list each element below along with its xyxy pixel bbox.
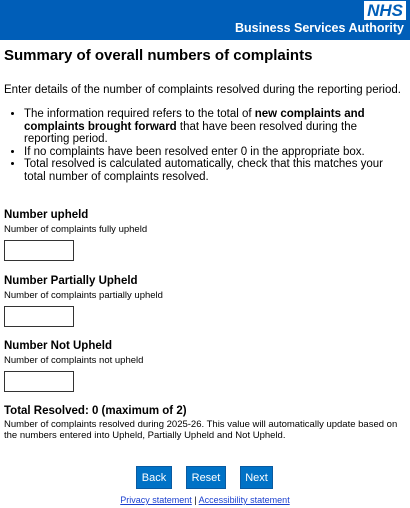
privacy-statement-link[interactable]: Privacy statement — [120, 495, 192, 505]
instruction-item: • If no complaints have been resolved enter 0 in the appropriate box. — [24, 146, 404, 159]
accessibility-statement-link[interactable]: Accessibility statement — [198, 495, 290, 505]
instruction-text: The information required refers to the total of — [24, 108, 255, 120]
total-resolved-label: Total Resolved: 0 (maximum of 2) — [4, 405, 187, 417]
upheld-label: Number upheld — [4, 209, 89, 221]
total-resolved-hint: Number of complaints resolved during 2025-26. This value will automatically update based on the numbers entered into Upheld, Partially Upheld and Not Upheld. — [4, 419, 398, 441]
footer-separator: | — [191, 495, 199, 505]
back-button[interactable]: Back — [136, 466, 172, 489]
instruction-emphasis: new complaints and complaints brought forward — [24, 108, 365, 133]
not-upheld-input[interactable] — [4, 371, 74, 392]
instructions-list — [4, 108, 404, 183]
upheld-hint: Number of complaints fully upheld — [4, 224, 148, 235]
not-upheld-label: Number Not Upheld — [4, 340, 112, 352]
partially-upheld-label: Number Partially Upheld — [4, 275, 138, 287]
instruction-text: that have been resolved during the reporting period. — [24, 120, 357, 145]
nhs-logo: NHS — [364, 1, 406, 20]
instruction-item: • Total resolved is calculated automatically, check that this matches your total number of complaints resolved. — [24, 158, 404, 183]
intro-text: Enter details of the number of complaints resolved during the reporting period. — [4, 84, 401, 96]
header-banner — [0, 0, 410, 40]
upheld-input[interactable] — [4, 240, 74, 261]
partially-upheld-hint: Number of complaints partially upheld — [4, 290, 163, 301]
partially-upheld-input[interactable] — [4, 306, 74, 327]
footer-links — [0, 495, 410, 505]
instruction-item — [24, 108, 404, 146]
org-name: Business Services Authority — [234, 21, 404, 35]
page-title: Summary of overall numbers of complaints — [4, 47, 313, 64]
next-button[interactable]: Next — [240, 466, 273, 489]
reset-button[interactable]: Reset — [186, 466, 226, 489]
not-upheld-hint: Number of complaints not upheld — [4, 355, 144, 366]
